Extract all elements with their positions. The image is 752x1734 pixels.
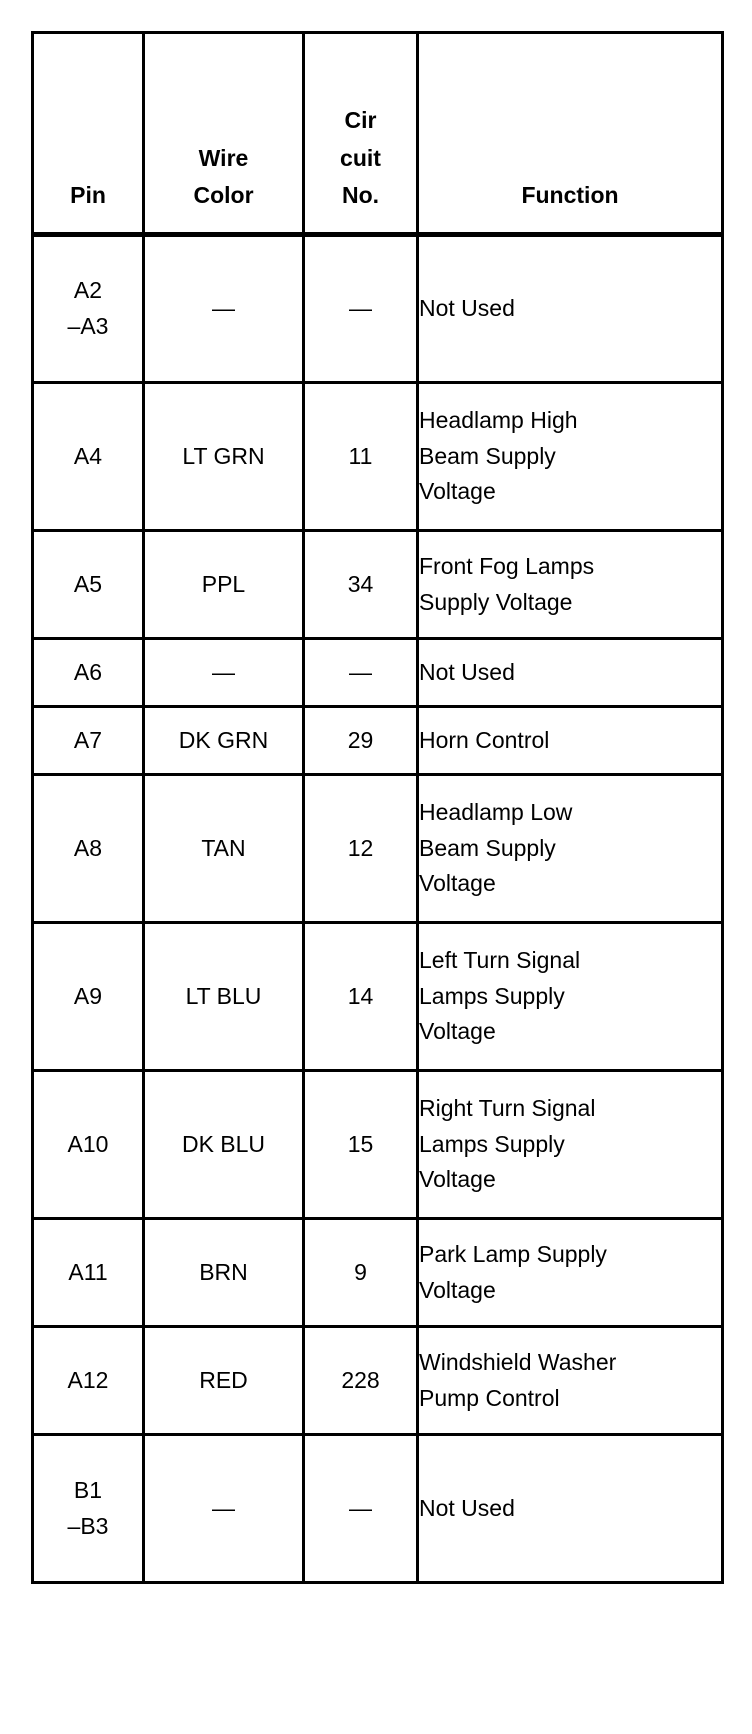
wire-color-cell: RED xyxy=(144,1327,304,1435)
header-row xyxy=(33,33,723,235)
circuit-cell: 14 xyxy=(304,923,418,1071)
header-pin: Pin xyxy=(33,33,144,235)
circuit-cell: — xyxy=(304,1435,418,1583)
table-row xyxy=(33,775,723,923)
header-wire-color: Wire Color xyxy=(144,33,304,235)
wire-color-cell: — xyxy=(144,1435,304,1583)
pin-cell: A10 xyxy=(33,1071,144,1219)
wire-color-cell: DK BLU xyxy=(144,1071,304,1219)
wire-color-cell: PPL xyxy=(144,531,304,639)
header-function: Function xyxy=(418,33,723,235)
function-cell: Headlamp Low Beam Supply Voltage xyxy=(418,775,723,923)
circuit-cell: — xyxy=(304,235,418,383)
table-row xyxy=(33,383,723,531)
function-cell: Right Turn Signal Lamps Supply Voltage xyxy=(418,1071,723,1219)
table-row xyxy=(33,1219,723,1327)
wire-color-cell: LT GRN xyxy=(144,383,304,531)
table-row xyxy=(33,1071,723,1219)
wire-color-cell: DK GRN xyxy=(144,707,304,775)
table-row xyxy=(33,531,723,639)
table-row xyxy=(33,1327,723,1435)
wire-color-cell: LT BLU xyxy=(144,923,304,1071)
function-cell: Not Used xyxy=(418,639,723,707)
pin-cell: A4 xyxy=(33,383,144,531)
circuit-cell: 11 xyxy=(304,383,418,531)
circuit-cell: 29 xyxy=(304,707,418,775)
pin-cell: A5 xyxy=(33,531,144,639)
circuit-cell: 228 xyxy=(304,1327,418,1435)
circuit-cell: 9 xyxy=(304,1219,418,1327)
table-row xyxy=(33,1435,723,1583)
circuit-cell: 12 xyxy=(304,775,418,923)
pin-cell: A9 xyxy=(33,923,144,1071)
function-cell: Horn Control xyxy=(418,707,723,775)
function-cell: Front Fog Lamps Supply Voltage xyxy=(418,531,723,639)
function-cell: Not Used xyxy=(418,235,723,383)
function-cell: Headlamp High Beam Supply Voltage xyxy=(418,383,723,531)
function-cell: Not Used xyxy=(418,1435,723,1583)
pin-cell: A2 –A3 xyxy=(33,235,144,383)
pin-cell: A6 xyxy=(33,639,144,707)
pin-cell: A11 xyxy=(33,1219,144,1327)
circuit-cell: 34 xyxy=(304,531,418,639)
wire-color-cell: — xyxy=(144,639,304,707)
wire-color-cell: — xyxy=(144,235,304,383)
pin-cell: A8 xyxy=(33,775,144,923)
pin-cell: A7 xyxy=(33,707,144,775)
table-row xyxy=(33,707,723,775)
header-circuit-no: Cir cuit No. xyxy=(304,33,418,235)
circuit-cell: — xyxy=(304,639,418,707)
connector-pinout-table xyxy=(31,31,724,1584)
pin-cell: B1 –B3 xyxy=(33,1435,144,1583)
function-cell: Windshield Washer Pump Control xyxy=(418,1327,723,1435)
wire-color-cell: BRN xyxy=(144,1219,304,1327)
function-cell: Left Turn Signal Lamps Supply Voltage xyxy=(418,923,723,1071)
function-cell: Park Lamp Supply Voltage xyxy=(418,1219,723,1327)
table-row xyxy=(33,923,723,1071)
table-row xyxy=(33,235,723,383)
pin-cell: A12 xyxy=(33,1327,144,1435)
table-row xyxy=(33,639,723,707)
wire-color-cell: TAN xyxy=(144,775,304,923)
circuit-cell: 15 xyxy=(304,1071,418,1219)
